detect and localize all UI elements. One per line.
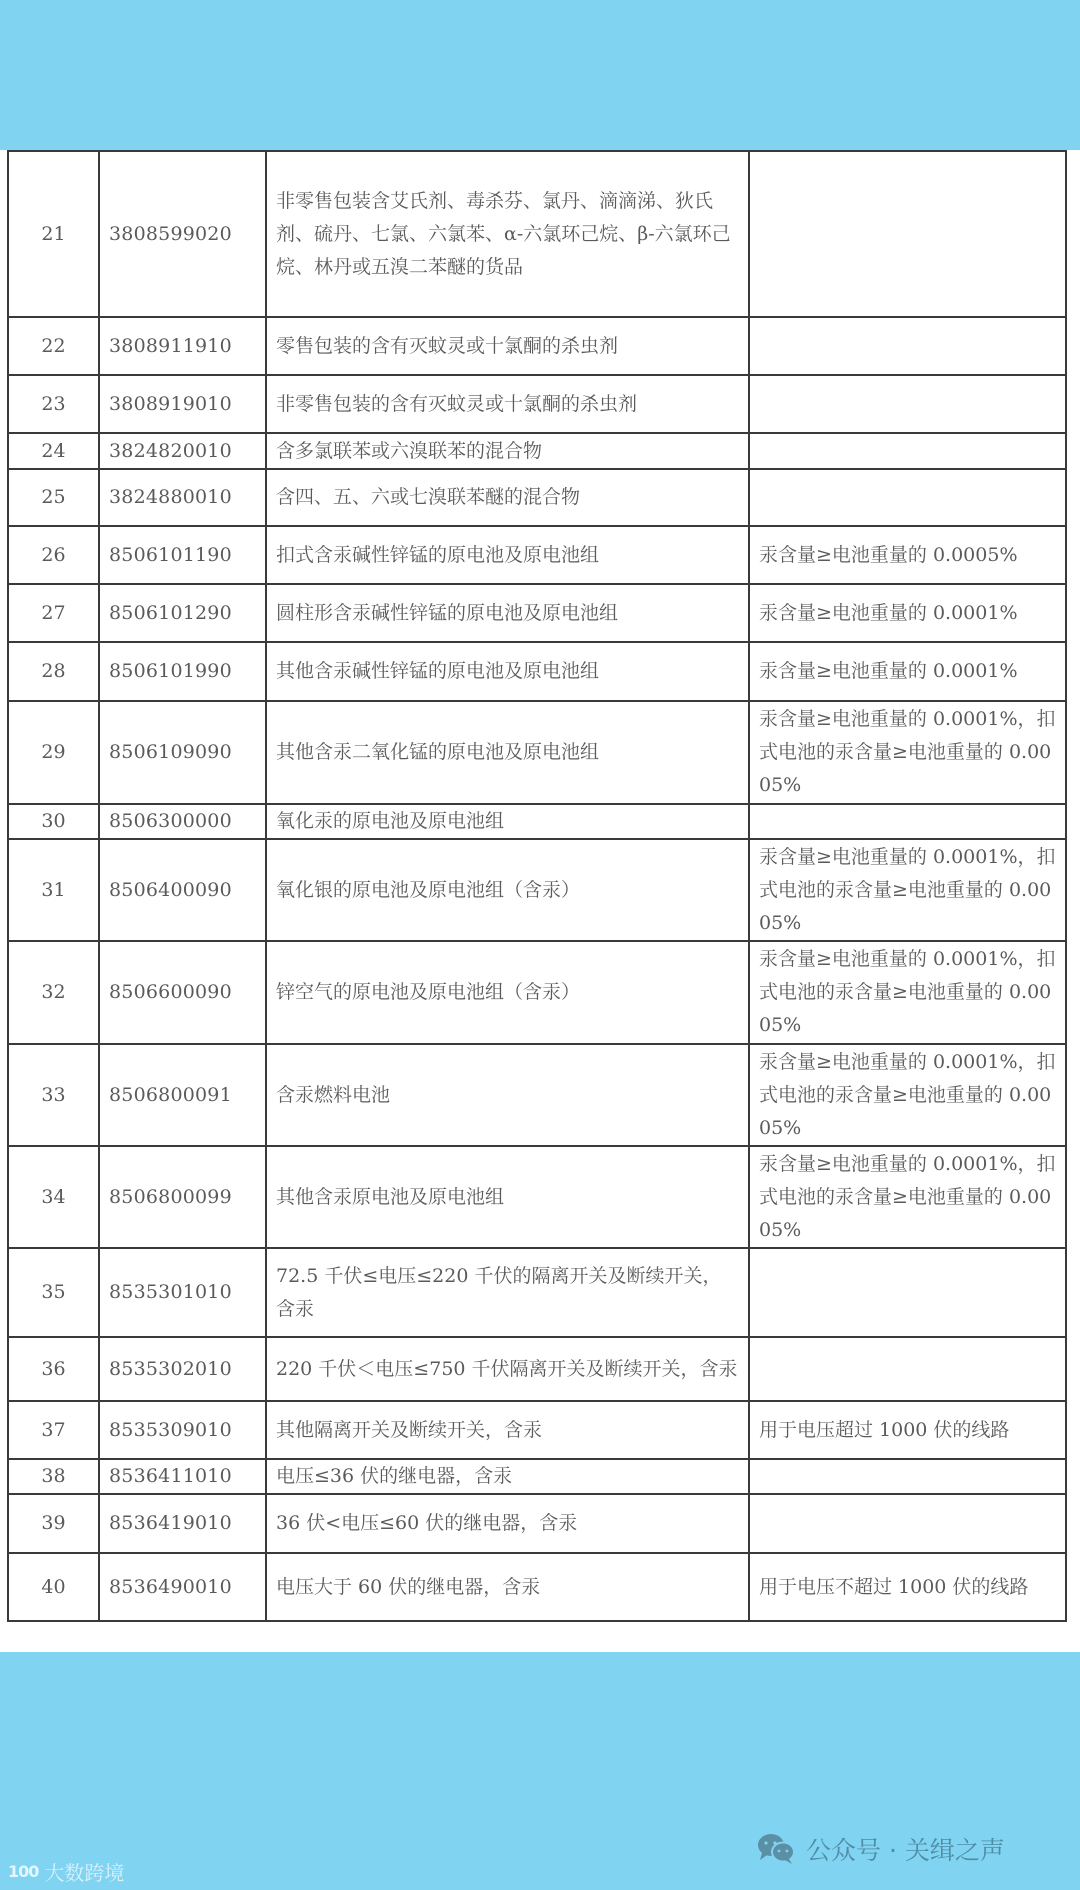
- remark-cell: [749, 375, 1066, 433]
- goods-description-cell: 72.5 千伏≤电压≤220 千伏的隔离开关及断续开关，含汞: [266, 1248, 749, 1337]
- hs-code-cell: 8536411010: [99, 1459, 266, 1494]
- remark-cell: 汞含量≥电池重量的 0.0005%: [749, 526, 1066, 584]
- table-row: [8, 1401, 1066, 1459]
- table-row: [8, 1553, 1066, 1621]
- top-banner: [0, 0, 1080, 150]
- remark-cell: 汞含量≥电池重量的 0.0001%，扣式电池的汞含量≥电池重量的 0.0005%: [749, 941, 1066, 1044]
- table-row: [8, 839, 1066, 941]
- remark-cell: 汞含量≥电池重量的 0.0001%，扣式电池的汞含量≥电池重量的 0.0005%: [749, 701, 1066, 804]
- remark-cell: [749, 1248, 1066, 1337]
- row-index-cell: 31: [8, 839, 99, 941]
- table-row: [8, 1248, 1066, 1337]
- remark-cell: [749, 1337, 1066, 1401]
- hs-code-cell: 3808911910: [99, 317, 266, 375]
- row-index-cell: 35: [8, 1248, 99, 1337]
- table-row: [8, 584, 1066, 642]
- remark-cell: 汞含量≥电池重量的 0.0001%: [749, 584, 1066, 642]
- controlled-goods-table: [7, 150, 1067, 1622]
- table-row: [8, 1494, 1066, 1553]
- goods-description-cell: 36 伏<电压≤60 伏的继电器，含汞: [266, 1494, 749, 1553]
- table-row: [8, 469, 1066, 526]
- hs-code-cell: 8506800091: [99, 1044, 266, 1146]
- hs-code-cell: 8506300000: [99, 804, 266, 839]
- row-index-cell: 30: [8, 804, 99, 839]
- goods-description-cell: 电压大于 60 伏的继电器，含汞: [266, 1553, 749, 1621]
- table-row: [8, 1459, 1066, 1494]
- remark-cell: [749, 433, 1066, 469]
- table-row: [8, 317, 1066, 375]
- row-index-cell: 37: [8, 1401, 99, 1459]
- goods-description-cell: 含汞燃料电池: [266, 1044, 749, 1146]
- hs-code-cell: 3808919010: [99, 375, 266, 433]
- remark-cell: [749, 1459, 1066, 1494]
- row-index-cell: 38: [8, 1459, 99, 1494]
- hs-code-cell: 8536490010: [99, 1553, 266, 1621]
- remark-cell: [749, 151, 1066, 317]
- hs-code-cell: 3808599020: [99, 151, 266, 317]
- goods-description-cell: 扣式含汞碱性锌锰的原电池及原电池组: [266, 526, 749, 584]
- goods-description-cell: 氧化汞的原电池及原电池组: [266, 804, 749, 839]
- goods-description-cell: 含四、五、六或七溴联苯醚的混合物: [266, 469, 749, 526]
- wechat-account-name: 公众号 · 关缉之声: [806, 1836, 1005, 1865]
- remark-cell: [749, 1494, 1066, 1553]
- row-index-cell: 39: [8, 1494, 99, 1553]
- hs-code-cell: 8506600090: [99, 941, 266, 1044]
- table-row: [8, 1337, 1066, 1401]
- remark-cell: [749, 469, 1066, 526]
- goods-description-cell: 锌空气的原电池及原电池组（含汞）: [266, 941, 749, 1044]
- remark-cell: [749, 804, 1066, 839]
- row-index-cell: 32: [8, 941, 99, 1044]
- table-row: [8, 526, 1066, 584]
- goods-description-cell: 非零售包装含艾氏剂、毒杀芬、氯丹、滴滴涕、狄氏剂、硫丹、七氯、六氯苯、α-六氯环己烷、β-六氯环己烷、林丹或五溴二苯醚的货品: [266, 151, 749, 317]
- table-row: [8, 433, 1066, 469]
- watermark-brand: [8, 1858, 124, 1884]
- row-index-cell: 29: [8, 701, 99, 804]
- hs-code-cell: 8535301010: [99, 1248, 266, 1337]
- brand-name: 大数跨境: [44, 1860, 125, 1885]
- hs-code-cell: 8535302010: [99, 1337, 266, 1401]
- table-row: [8, 375, 1066, 433]
- remark-cell: 汞含量≥电池重量的 0.0001%，扣式电池的汞含量≥电池重量的 0.0005%: [749, 1044, 1066, 1146]
- table-row: [8, 151, 1066, 317]
- row-index-cell: 22: [8, 317, 99, 375]
- goods-description-cell: 其他含汞原电池及原电池组: [266, 1146, 749, 1248]
- goods-description-cell: 其他隔离开关及断续开关，含汞: [266, 1401, 749, 1459]
- hs-code-cell: 8506101190: [99, 526, 266, 584]
- wechat-icon: [756, 1833, 796, 1865]
- row-index-cell: 28: [8, 642, 99, 701]
- hs-code-cell: 8535309010: [99, 1401, 266, 1459]
- row-index-cell: 25: [8, 469, 99, 526]
- table-row: [8, 941, 1066, 1044]
- row-index-cell: 33: [8, 1044, 99, 1146]
- hs-code-cell: 8506109090: [99, 701, 266, 804]
- table-row: [8, 804, 1066, 839]
- goods-description-cell: 电压≤36 伏的继电器，含汞: [266, 1459, 749, 1494]
- table-row: [8, 1044, 1066, 1146]
- wechat-account-label: [756, 1832, 1005, 1866]
- hs-code-cell: 8506400090: [99, 839, 266, 941]
- remark-cell: [749, 317, 1066, 375]
- row-index-cell: 34: [8, 1146, 99, 1248]
- hs-code-cell: 8536419010: [99, 1494, 266, 1553]
- table-row: [8, 1146, 1066, 1248]
- row-index-cell: 21: [8, 151, 99, 317]
- remark-cell: 用于电压不超过 1000 伏的线路: [749, 1553, 1066, 1621]
- row-index-cell: 40: [8, 1553, 99, 1621]
- goods-description-cell: 氧化银的原电池及原电池组（含汞）: [266, 839, 749, 941]
- hs-code-cell: 3824820010: [99, 433, 266, 469]
- table-row: [8, 701, 1066, 804]
- row-index-cell: 36: [8, 1337, 99, 1401]
- hs-code-cell: 8506800099: [99, 1146, 266, 1248]
- table-row: [8, 642, 1066, 701]
- goods-description-cell: 220 千伏＜电压≤750 千伏隔离开关及断续开关，含汞: [266, 1337, 749, 1401]
- goods-description-cell: 其他含汞二氧化锰的原电池及原电池组: [266, 701, 749, 804]
- remark-cell: 汞含量≥电池重量的 0.0001%: [749, 642, 1066, 701]
- hs-code-cell: 3824880010: [99, 469, 266, 526]
- table-body: [8, 151, 1066, 1621]
- hs-code-cell: 8506101290: [99, 584, 266, 642]
- goods-description-cell: 含多氯联苯或六溴联苯的混合物: [266, 433, 749, 469]
- remark-cell: 汞含量≥电池重量的 0.0001%，扣式电池的汞含量≥电池重量的 0.0005%: [749, 1146, 1066, 1248]
- goods-description-cell: 非零售包装的含有灭蚊灵或十氯酮的杀虫剂: [266, 375, 749, 433]
- remark-cell: 汞含量≥电池重量的 0.0001%，扣式电池的汞含量≥电池重量的 0.0005%: [749, 839, 1066, 941]
- row-index-cell: 24: [8, 433, 99, 469]
- goods-description-cell: 零售包装的含有灭蚊灵或十氯酮的杀虫剂: [266, 317, 749, 375]
- remark-cell: 用于电压超过 1000 伏的线路: [749, 1401, 1066, 1459]
- row-index-cell: 26: [8, 526, 99, 584]
- goods-description-cell: 其他含汞碱性锌锰的原电池及原电池组: [266, 642, 749, 701]
- brand-logo-icon: 100: [8, 1861, 39, 1881]
- hs-code-cell: 8506101990: [99, 642, 266, 701]
- goods-description-cell: 圆柱形含汞碱性锌锰的原电池及原电池组: [266, 584, 749, 642]
- row-index-cell: 27: [8, 584, 99, 642]
- row-index-cell: 23: [8, 375, 99, 433]
